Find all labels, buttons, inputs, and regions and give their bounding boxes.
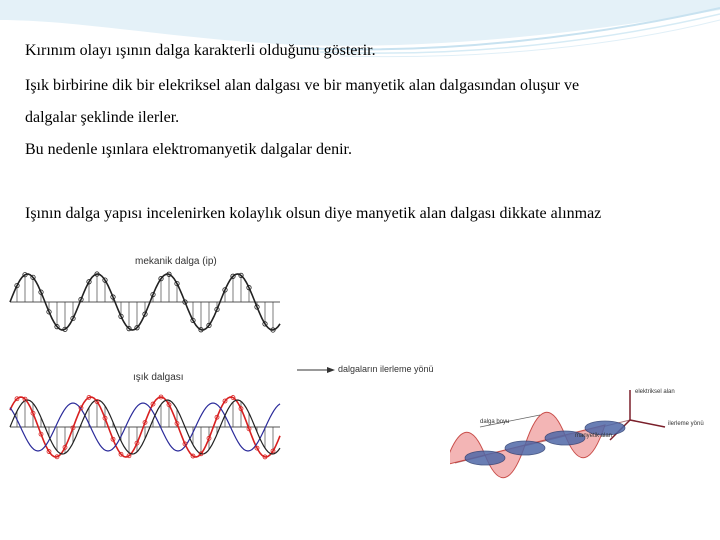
header-wave-decoration — [0, 0, 720, 80]
wave-comparison-figure — [5, 232, 455, 497]
magnetic-field-lobe — [505, 441, 545, 455]
propagation-direction-label: ilerleme yönü — [668, 421, 704, 427]
mechanical-wave-label: mekanik dalga (ip) — [135, 256, 217, 267]
wavelength-label: dalga boyu — [480, 419, 510, 425]
em-wave-drawing — [450, 385, 720, 500]
text-line-2: Işık birbirine dik bir elekriksel alan dalgası ve bir manyetik alan dalgasından oluşur ve — [25, 77, 580, 94]
electric-field-label: elektriksel alan — [635, 389, 675, 395]
magnetic-field-label: manyetik alan — [575, 433, 613, 439]
text-line-3: dalgalar şeklinde ilerler. — [25, 109, 180, 126]
text-line-5: Işının dalga yapısı incelenirken kolaylık olsun diye manyetik alan dalgası dikkate alınmaz — [25, 205, 602, 222]
magnetic-field-lobe — [465, 451, 505, 465]
light-wave-label: ışık dalgası — [133, 372, 184, 383]
text-line-1: Kırınım olayı ışının dalga karakterli olduğunu gösterir. — [25, 42, 376, 59]
text-line-4: Bu nedenle ışınlara elektromanyetik dalgalar denir. — [25, 141, 352, 158]
direction-label: dalgaların ilerleme yönü — [338, 364, 434, 374]
em-wave-figure — [450, 385, 720, 500]
